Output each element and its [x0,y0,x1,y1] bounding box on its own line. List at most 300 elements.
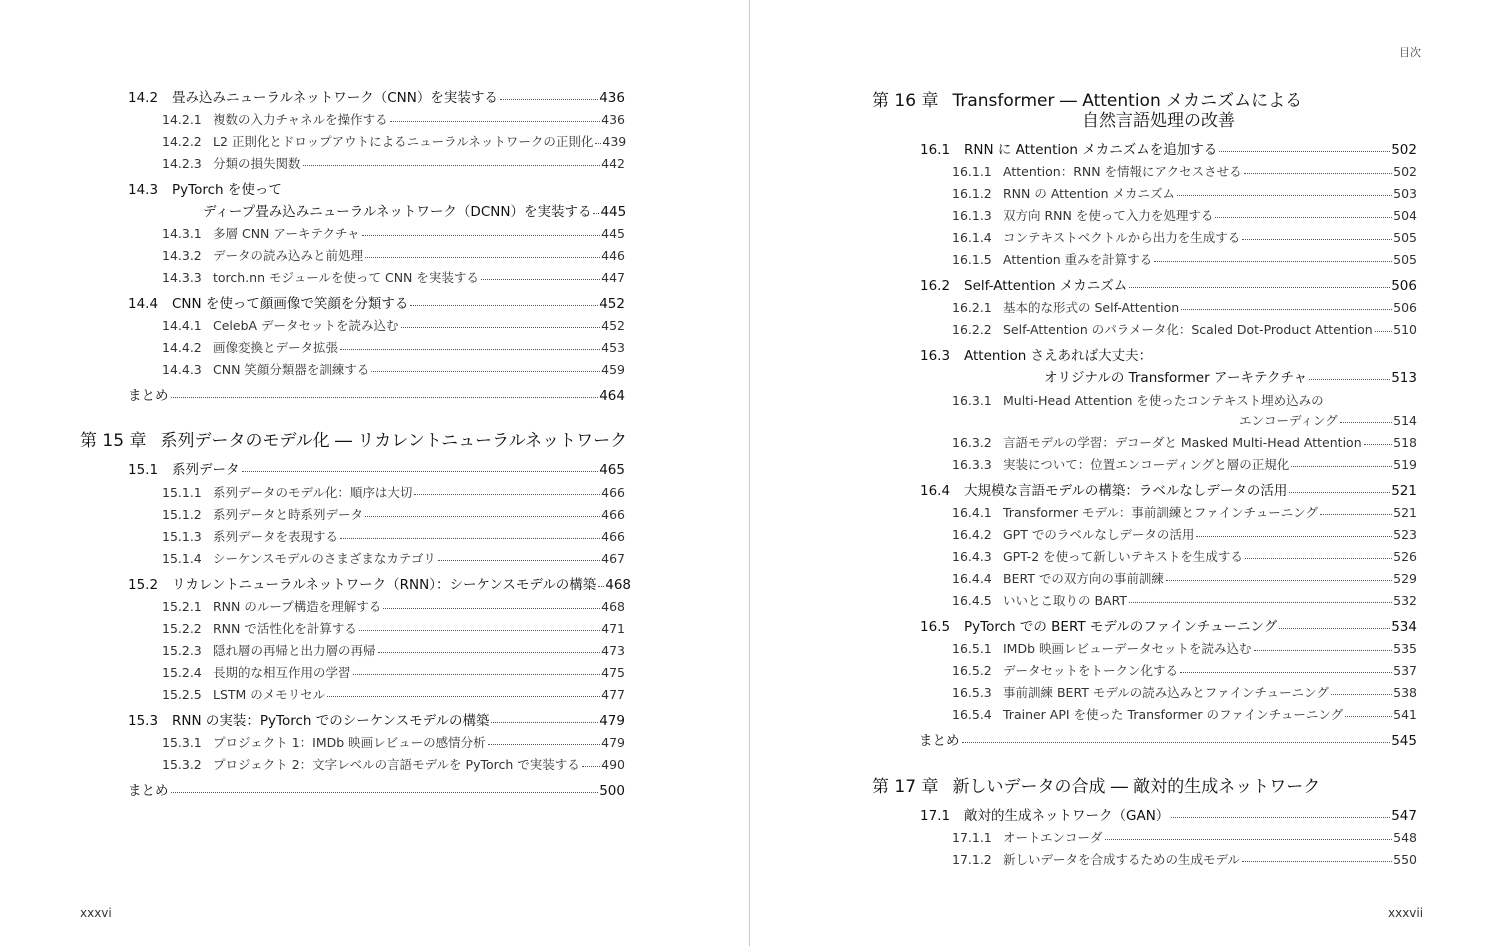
subsection-number: 17.1.1 [952,830,992,845]
dot-leader [1166,580,1392,581]
section-number: 15.3 [128,713,159,729]
page-folio: xxxvi [80,906,112,920]
dot-leader [1105,839,1393,840]
section-number: 14.2 [128,90,159,106]
dot-leader [1309,379,1390,380]
dot-leader [1244,173,1392,174]
subsection-number: 16.1.4 [952,230,992,245]
toc-subsection [162,685,625,703]
dot-leader [582,766,600,767]
page-number: 479 [601,735,625,750]
subsection-number: 16.4.1 [952,505,992,520]
page-number: 490 [601,757,625,772]
page-number: 465 [599,462,625,478]
section-number: 16.4 [920,483,951,499]
dot-leader [378,652,601,653]
dot-leader [593,213,599,214]
subsection-title: 基本的な形式の Self-Attention [1003,300,1180,315]
page-number: 445 [600,204,627,220]
toc-subsection [952,455,1417,473]
section-title: RNN に Attention メカニズムを追加する [964,142,1218,158]
dot-leader [365,516,600,517]
toc-right [751,0,1500,946]
subsection-number: 16.3.3 [952,457,992,472]
dot-leader [1345,716,1392,717]
page-number: 466 [601,485,625,500]
page-gutter [749,0,750,946]
subsection-number: 16.2.2 [952,322,992,337]
subsection-title: 長期的な相互作用の学習 [213,665,351,680]
toc-subsection [162,733,625,751]
subsection-title: 系列データと時系列データ [213,507,364,522]
section-title: PyTorch を使って [172,182,282,198]
toc-subsection [952,184,1417,202]
toc-summary [919,729,1417,749]
page-number: 477 [601,687,625,702]
page-number: 547 [1391,808,1417,824]
subsection-title: GPT でのラベルなしデータの活用 [1003,527,1195,542]
dot-leader [1129,602,1392,603]
dot-leader [595,143,601,144]
page-number: 505 [1393,252,1417,267]
subsection-title: Attention 重みを計算する [1003,252,1153,267]
subsection-number: 16.4.2 [952,527,992,542]
subsection-title: Trainer API を使った Transformer のファインチューニング [1003,707,1344,722]
toc-section [128,178,625,198]
toc-subsection [952,320,1417,338]
toc-section [920,274,1417,294]
section-number: 15.2 [128,577,159,593]
page-number: 534 [1391,619,1417,635]
subsection-title: Self-Attention のパラメータ化：Scaled Dot-Product Attention [1003,322,1373,337]
subsection-title: 分類の損失関数 [213,156,301,171]
dot-leader [1279,628,1390,629]
toc-subsection [162,527,625,545]
page-number: 513 [1391,370,1417,386]
subsection-title: Transformer モデル：事前訓練とファインチューニング [1003,505,1318,520]
page-number: 548 [1393,830,1417,845]
toc-subsection [162,641,625,659]
toc-subsection [952,705,1417,723]
toc-subsection [162,224,625,242]
dot-leader [481,279,600,280]
page-number: 473 [601,643,625,658]
toc-subsection [162,505,625,523]
dot-leader [1291,466,1392,467]
page-number: 459 [601,362,625,377]
section-title: 大規模な言語モデルの構築：ラベルなしデータの活用 [964,483,1288,499]
subsection-number: 15.2.1 [162,599,202,614]
subsection-number: 15.2.3 [162,643,202,658]
subsection-title: RNN の Attention メカニズム [1003,186,1175,201]
page-number: 518 [1393,435,1417,450]
toc-subsection [162,663,625,681]
subsection-number: 14.3.3 [162,270,202,285]
subsection-title: L2 正則化とドロップアウトによるニューラルネットワークの正則化 [213,134,594,149]
chapter-title: 系列データのモデル化 ― リカレントニューラルネットワーク [160,431,628,451]
subsection-number: 15.2.2 [162,621,202,636]
page-number: 521 [1391,483,1417,499]
toc-subsection [162,360,625,378]
page-number: 500 [599,783,625,799]
chapter-number: 第 17 章 [872,777,939,797]
section-title: 畳み込みニューラルネットワーク（CNN）を実装する [172,90,498,106]
dot-leader [1154,261,1392,262]
toc-subsection [162,110,625,128]
page-number: 453 [601,340,625,355]
subsection-title: 双方向 RNN を使って入力を処理する [1003,208,1214,223]
subsection-title: プロジェクト 1：IMDb 映画レビューの感情分析 [213,735,486,750]
subsection-title: 系列データを表現する [213,529,339,544]
subsection-title: Attention：RNN を情報にアクセスさせる [1003,164,1242,179]
page-number: 519 [1393,457,1417,472]
dot-leader [171,792,599,793]
subsection-title: torch.nn モジュールを使って CNN を実装する [213,270,479,285]
subsection-number: 14.3.1 [162,226,202,241]
subsection-title: Multi-Head Attention を使ったコンテキスト埋め込みの [1003,393,1324,408]
dot-leader [1375,331,1392,332]
page-number: 468 [601,599,625,614]
subsection-number: 16.4.5 [952,593,992,608]
subsection-title: エンコーディング [1239,413,1338,428]
toc-subsection [952,683,1417,701]
section-title: リカレントニューラルネットワーク（RNN）：シーケンスモデルの構築 [172,577,597,593]
dot-leader [365,257,600,258]
subsection-title: いいとこ取りの BART [1003,593,1128,608]
subsection-title: データの読み込みと前処理 [213,248,364,263]
dot-leader [1242,861,1392,862]
toc-subsection [162,154,625,172]
toc-subsection [952,391,1417,409]
subsection-number: 14.2.3 [162,156,202,171]
page-number: 538 [1393,685,1417,700]
toc-subsection [952,591,1417,609]
subsection-number: 14.4.3 [162,362,202,377]
section-number: 16.1 [920,142,951,158]
section-title: Attention さえあれば大丈夫： [964,348,1153,364]
dot-leader [1129,287,1390,288]
page-number: 535 [1393,641,1417,656]
page-number: 466 [601,507,625,522]
dot-leader [962,742,1391,743]
toc-subsection [952,228,1417,246]
toc-subsection [162,246,625,264]
section-title: PyTorch での BERT モデルのファインチューニング [964,619,1278,635]
toc-subsection [952,503,1417,521]
toc-section [920,344,1417,364]
page-number: 468 [605,577,632,593]
subsection-title: IMDb 映画レビューデータセットを読み込む [1003,641,1252,656]
toc-subsection [952,162,1417,180]
page-number: 436 [601,112,625,127]
page-number: 505 [1393,230,1417,245]
dot-leader [242,471,599,472]
dot-leader [1177,195,1392,196]
subsection-title: RNN のループ構造を理解する [213,599,382,614]
right-page [751,0,1500,946]
section-title: ディープ畳み込みニューラルネットワーク（DCNN）を実装する [203,204,592,220]
toc-section [128,292,625,312]
subsection-title: GPT-2 を使って新しいテキストを生成する [1003,549,1243,564]
page-number: 510 [1393,322,1417,337]
toc-subsection [952,661,1417,679]
dot-leader [1181,309,1392,310]
dot-leader [371,371,600,372]
subsection-title: CelebA データセットを読み込む [213,318,399,333]
subsection-title: CNN 笑顔分類器を訓練する [213,362,370,377]
toc-section [128,86,625,106]
page-number: 471 [601,621,625,636]
dot-leader [303,165,601,166]
toc-subsection [162,597,625,615]
page-number: 502 [1393,164,1417,179]
subsection-title: 複数の入力チャネルを操作する [213,112,388,127]
subsection-number: 16.5.1 [952,641,992,656]
toc-subsection [162,132,625,150]
subsection-title: LSTM のメモリセル [213,687,326,702]
subsection-number: 16.3.1 [952,393,992,408]
subsection-number: 14.3.2 [162,248,202,263]
subsection-number: 16.1.5 [952,252,992,267]
toc-subsection [952,569,1417,587]
toc-subsection [162,619,625,637]
subsection-title: プロジェクト 2：文字レベルの言語モデルを PyTorch で実装する [213,757,580,772]
toc-subsection [162,338,625,356]
toc-subsection-continuation [1239,411,1417,429]
subsection-title: コンテキストベクトルから出力を生成する [1003,230,1241,245]
dot-leader [1340,422,1392,423]
page-number: 537 [1393,663,1417,678]
dot-leader [438,560,600,561]
page-number: 446 [601,248,625,263]
page-number: 442 [601,156,625,171]
dot-leader [359,630,600,631]
dot-leader [327,696,600,697]
page-number: 523 [1393,527,1417,542]
section-title: RNN の実装：PyTorch でのシーケンスモデルの構築 [172,713,490,729]
toc-subsection [162,483,625,501]
toc-subsection [952,206,1417,224]
left-page [0,0,749,946]
subsection-number: 15.1.4 [162,551,202,566]
page-number: 467 [601,551,625,566]
dot-leader [491,722,598,723]
subsection-title: 新しいデータを合成するための生成モデル [1003,852,1240,867]
page-number: 506 [1391,278,1417,294]
dot-leader [340,349,600,350]
page-number: 504 [1393,208,1417,223]
subsection-number: 17.1.2 [952,852,992,867]
page-number: 503 [1393,186,1417,201]
dot-leader [1242,239,1392,240]
subsection-number: 16.5.4 [952,707,992,722]
toc-section [128,573,632,593]
dot-leader [353,674,601,675]
subsection-title: 画像変換とデータ拡張 [213,340,339,355]
section-number: 14.4 [128,296,159,312]
chapter-title: Transformer ― Attention メカニズムによる [952,91,1303,111]
dot-leader [362,235,601,236]
page-number: 475 [601,665,625,680]
dot-leader [1364,444,1393,445]
dot-leader [414,494,600,495]
toc-subsection [162,316,625,334]
subsection-number: 16.5.3 [952,685,992,700]
toc-summary [128,384,625,404]
dot-leader [1219,151,1390,152]
dot-leader [1320,514,1392,515]
toc-section-continuation [203,200,625,220]
toc-section [920,615,1417,635]
chapter-title-continuation: 自然言語処理の改善 [1082,111,1235,131]
toc-subsection [952,547,1417,565]
section-number: 16.3 [920,348,951,364]
page-number: 529 [1393,571,1417,586]
subsection-number: 16.4.4 [952,571,992,586]
page-number: 514 [1393,413,1417,428]
subsection-title: RNN で活性化を計算する [213,621,357,636]
toc-section [128,458,625,478]
subsection-title: シーケンスモデルのさまざまなカテゴリ [213,551,436,566]
dot-leader [1215,217,1392,218]
toc-subsection [952,639,1417,657]
page-number: 445 [601,226,625,241]
summary-title: まとめ [128,388,169,404]
page-number: 506 [1393,300,1417,315]
section-title: CNN を使って顔画像で笑顔を分類する [172,296,409,312]
subsection-number: 16.1.2 [952,186,992,201]
toc-section [128,709,625,729]
page-number: 466 [601,529,625,544]
page-number: 550 [1393,852,1417,867]
page-number: 541 [1393,707,1417,722]
page-number: 479 [599,713,625,729]
chapter-heading [872,772,1320,797]
toc-subsection [952,850,1417,868]
dot-leader [1245,558,1392,559]
page-number: 532 [1393,593,1417,608]
subsection-number: 14.2.1 [162,112,202,127]
page-number: 452 [601,318,625,333]
dot-leader [390,121,601,122]
subsection-number: 15.2.5 [162,687,202,702]
dot-leader [500,99,598,100]
section-title: Self-Attention メカニズム [964,278,1128,294]
toc-subsection [162,549,625,567]
toc-subsection [952,250,1417,268]
chapter-heading [80,426,627,451]
dot-leader [1331,694,1392,695]
subsection-number: 16.5.2 [952,663,992,678]
subsection-number: 16.1.3 [952,208,992,223]
subsection-number: 16.1.1 [952,164,992,179]
subsection-title: BERT での双方向の事前訓練 [1003,571,1164,586]
dot-leader [1196,536,1392,537]
chapter-title: 新しいデータの合成 ― 敵対的生成ネットワーク [952,777,1321,797]
subsection-number: 15.1.2 [162,507,202,522]
page-number: 526 [1393,549,1417,564]
dot-leader [410,305,598,306]
subsection-number: 15.2.4 [162,665,202,680]
subsection-title: オートエンコーダ [1003,830,1103,845]
page-number: 436 [599,90,625,106]
toc-left [0,0,749,946]
dot-leader [488,744,600,745]
toc-subsection [952,828,1417,846]
section-number: 16.5 [920,619,951,635]
section-title: 敵対的生成ネットワーク（GAN） [964,808,1170,824]
page-number: 545 [1391,733,1417,749]
toc-subsection [952,525,1417,543]
toc-subsection [952,298,1417,316]
subsection-number: 14.4.1 [162,318,202,333]
dot-leader [401,327,601,328]
page-number: 502 [1391,142,1417,158]
page-folio: xxxvii [1388,906,1424,920]
chapter-number: 第 15 章 [80,431,147,451]
toc-section-continuation [1044,366,1417,386]
subsection-number: 15.1.1 [162,485,202,500]
dot-leader [340,538,600,539]
dot-leader [1289,492,1390,493]
page-number: 447 [601,270,625,285]
toc-subsection [162,755,625,773]
subsection-number: 15.1.3 [162,529,202,544]
section-number: 14.3 [128,182,159,198]
page-number: 452 [599,296,625,312]
page-number: 464 [599,388,625,404]
subsection-title: 系列データのモデル化：順序は大切 [213,485,413,500]
toc-section [920,138,1417,158]
subsection-title: 言語モデルの学習：デコーダと Masked Multi-Head Attention [1003,435,1362,450]
dot-leader [171,397,599,398]
chapter-number: 第 16 章 [872,91,939,111]
section-number: 17.1 [920,808,951,824]
toc-summary [128,779,625,799]
toc-subsection [952,433,1417,451]
toc-section [920,804,1417,824]
subsection-number: 14.2.2 [162,134,202,149]
subsection-title: 実装について：位置エンコーディングと層の正規化 [1003,457,1290,472]
summary-title: まとめ [128,783,169,799]
section-number: 15.1 [128,462,159,478]
subsection-number: 15.3.2 [162,757,202,772]
section-title: オリジナルの Transformer アーキテクチャ [1044,370,1308,386]
subsection-number: 15.3.1 [162,735,202,750]
dot-leader [1171,817,1390,818]
toc-section [920,479,1417,499]
toc-subsection [162,268,625,286]
subsection-number: 14.4.2 [162,340,202,355]
subsection-title: 隠れ層の再帰と出力層の再帰 [213,643,376,658]
subsection-title: データセットをトークン化する [1003,663,1179,678]
summary-title: まとめ [919,733,960,749]
subsection-number: 16.2.1 [952,300,992,315]
section-title: 系列データ [172,462,240,478]
dot-leader [598,586,604,587]
page-number: 439 [602,134,627,149]
subsection-number: 16.3.2 [952,435,992,450]
subsection-title: 多層 CNN アーキテクチャ [213,226,360,241]
subsection-number: 16.4.3 [952,549,992,564]
dot-leader [1254,650,1393,651]
subsection-title: 事前訓練 BERT モデルの読み込みとファインチューニング [1003,685,1329,700]
page-number: 521 [1393,505,1417,520]
dot-leader [383,608,600,609]
running-head: 目次 [1399,46,1421,59]
section-number: 16.2 [920,278,951,294]
dot-leader [1180,672,1392,673]
